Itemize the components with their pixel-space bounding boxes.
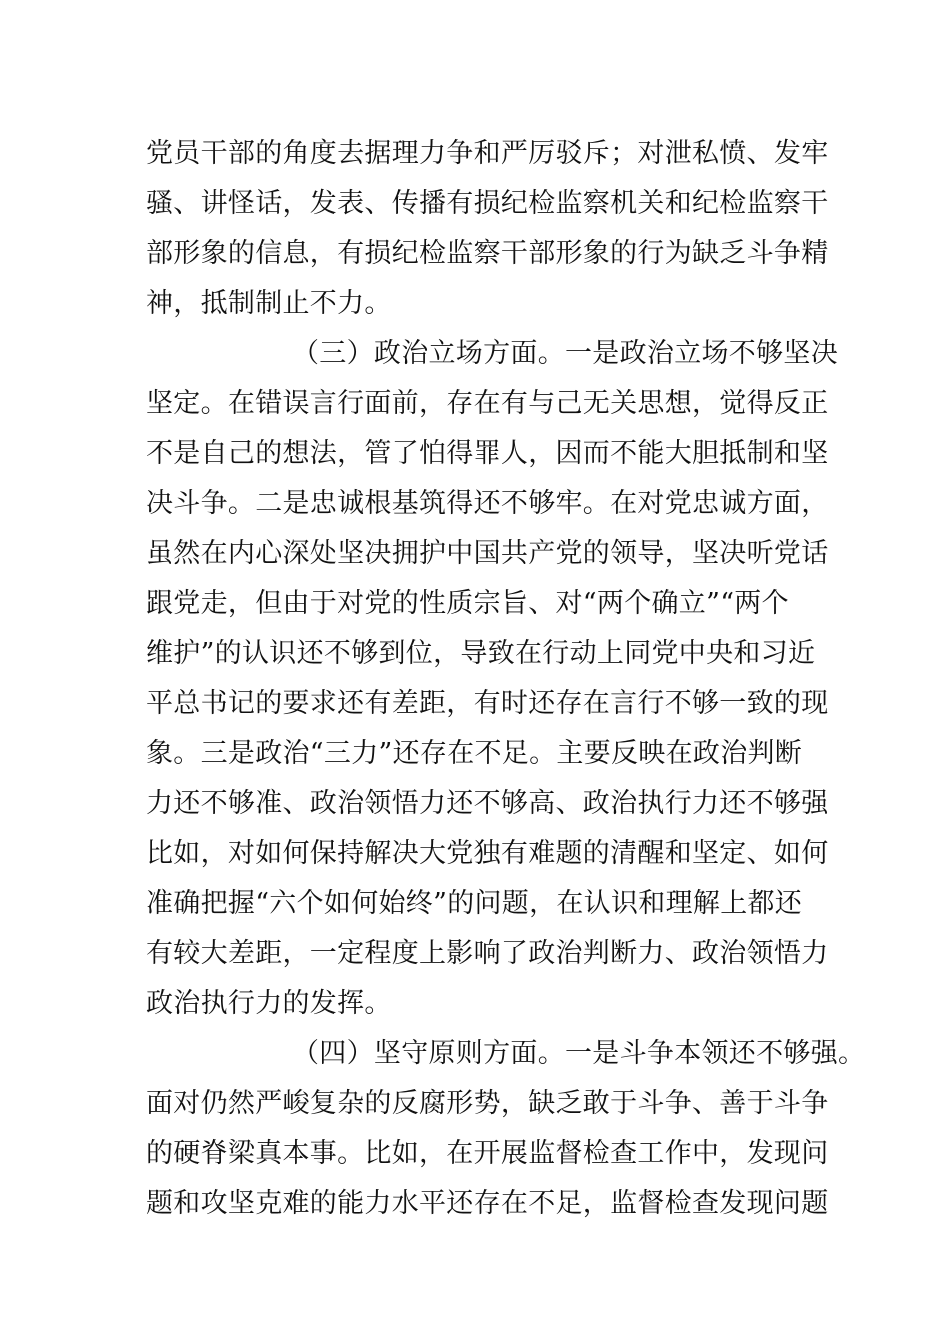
section-heading-line: （三）政治立场方面。一是政治立场不够坚决: [292, 338, 838, 369]
text-line: 有较大差距，一定程度上影响了政治判断力、政治领悟力: [146, 938, 829, 969]
text-line: 维护”的认识还不够到位，导致在行动上同党中央和习近: [146, 638, 816, 669]
text-line: 部形象的信息，有损纪检监察干部形象的行为缺乏斗争精: [146, 238, 829, 269]
text-line: 骚、讲怪话，发表、传播有损纪检监察机关和纪检监察干: [146, 188, 829, 219]
text-line: 比如，对如何保持解决大党独有难题的清醒和坚定、如何: [146, 838, 829, 869]
text-line: 党员干部的角度去据理力争和严厉驳斥；对泄私愤、发牢: [146, 138, 829, 169]
text-line: 象。三是政治“三力”还存在不足。主要反映在政治判断: [146, 738, 803, 769]
text-line: 力还不够准、政治领悟力还不够高、政治执行力还不够强: [146, 788, 829, 819]
text-line: 跟党走，但由于对党的性质宗旨、对“两个确立”“两个: [146, 588, 789, 619]
text-line: 神，抵制制止不力。: [146, 288, 392, 319]
text-line: 虽然在内心深处坚决拥护中国共产党的领导，坚决听党话: [146, 538, 829, 569]
text-line: 面对仍然严峻复杂的反腐形势，缺乏敢于斗争、善于斗争: [146, 1088, 829, 1119]
text-line: 准确把握“六个如何始终”的问题，在认识和理解上都还: [146, 888, 803, 919]
text-line: 平总书记的要求还有差距，有时还存在言行不够一致的现: [146, 688, 829, 719]
text-line: 的硬脊梁真本事。比如，在开展监督检查工作中，发现问: [146, 1138, 829, 1169]
text-line: 政治执行力的发挥。: [146, 988, 392, 1019]
text-line: 题和攻坚克难的能力水平还存在不足，监督检查发现问题: [146, 1188, 829, 1219]
text-line: 坚定。在错误言行面前，存在有与己无关思想，觉得反正: [146, 388, 829, 419]
section-heading-line: （四）坚守原则方面。一是斗争本领还不够强。: [292, 1038, 866, 1069]
text-line: 决斗争。二是忠诚根基筑得还不够牢。在对党忠诚方面，: [146, 488, 829, 519]
text-line: 不是自己的想法，管了怕得罪人，因而不能大胆抵制和坚: [146, 438, 829, 469]
